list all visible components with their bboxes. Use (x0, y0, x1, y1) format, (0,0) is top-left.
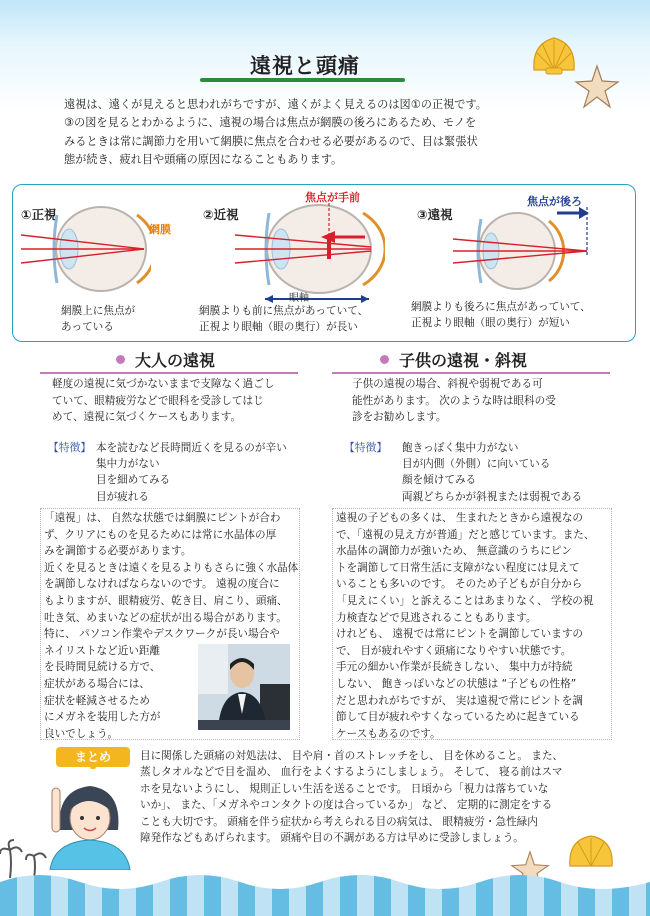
list-item: 目を細めてみる (96, 474, 171, 487)
bottom-wave-decoration (0, 868, 650, 916)
child-intro (352, 376, 612, 426)
para-line: 良いでしょう。 (44, 727, 119, 740)
intro-line: ③の図を見るとわかるように、遠視の場合は焦点が網膜の後ろにあるため、モノを (64, 116, 477, 130)
focus-back-label: 焦点が後ろ (527, 195, 582, 208)
para-line: 近くを見るときは遠くを見るよりもさらに強く水晶体 (44, 561, 299, 574)
focus-front-label: 焦点が手前 (305, 191, 360, 204)
intro-line: みるときは常に調節力を用いて網膜に焦点を合わせる必要があるので、目は緊張状 (64, 134, 478, 148)
para-line: しない、 飽きっぽいなどの状態は “子どもの性格” (336, 677, 577, 690)
para-line: もよりますが、眼精疲労、乾き目、肩こり、頭痛、 (44, 594, 288, 607)
child-feature-badge: 【特徴】 (344, 441, 388, 454)
adult-feature-list (96, 440, 287, 505)
para-line: けれども、 遠視では常にピントを調節していますの (336, 628, 584, 641)
para-line: ず、クリアにものを見るためには常に水晶体の厚 (44, 528, 277, 541)
para-line: 吐き気、めまいなどの症状が出る場合があります。 (44, 611, 287, 624)
diagram-label-myopia: ②近視 (203, 207, 239, 222)
para-line: いることも多いのです。 そのため子どもが自分から (336, 578, 583, 591)
retina-label: 網膜 (149, 223, 171, 236)
para-line: 子供の遠視の場合、斜視や弱視である可 (352, 378, 543, 390)
para-line: ていて、眼精疲労などで眼科を受診してはじ (52, 394, 264, 407)
list-item: 目が内側（外側）に向いている (402, 458, 551, 471)
para-line: 特に、 パソコン作業やデスクワークが長い場合や (44, 628, 280, 641)
summary-text (140, 748, 610, 846)
eye-diagram-frame (12, 184, 636, 342)
caption-line: 網膜よりも後ろに焦点があっていて、 (411, 301, 591, 313)
para-line: 目に関係した頭痛の対処法は、 目や肩・首のストレッチをし、 目を休めること。 また、 (140, 750, 564, 762)
eye-diagram-icon (21, 197, 151, 297)
para-line: 障発作などもあげられます。 頭痛や目の不調がある方は早めに受診しましょう。 (140, 832, 524, 845)
list-item: 本を読むなど長時間近くを見るのが辛い (96, 442, 287, 454)
diagram-label-normal: ①正視 (21, 207, 57, 222)
list-item: 目が疲れる (96, 490, 149, 503)
diagram-caption-myopia (199, 303, 368, 335)
page-title-wrap (205, 50, 405, 80)
child-feature-list (402, 440, 582, 505)
seashell-icon (528, 34, 580, 76)
para-line: 症状がある場合には、 (44, 677, 150, 690)
para-line: 手元の細かい作業が長続きしない、 集中力が持続 (336, 661, 573, 674)
bullet-dot-icon (116, 355, 125, 364)
title-underline (200, 78, 405, 82)
caption-line: あっている (61, 321, 114, 333)
para-line: 能性があります。 次のような時は眼科の受 (352, 394, 556, 407)
para-line: を調節しなければならないのです。 遠視の度合に (44, 578, 280, 591)
child-title-line (332, 372, 610, 374)
para-line: ことも大切です。 頭痛を伴う症状から考えられる目の病気は、 眼精疲労・急性緑内 (140, 815, 538, 828)
woman-pointing-icon (40, 770, 136, 870)
page-title: 遠視と頭痛 (250, 53, 360, 78)
office-worker-photo (198, 644, 290, 730)
para-line: 軽度の遠視に気づかないままで支障なく過ごし (52, 378, 275, 390)
para-line: 診をお勧めします。 (352, 411, 447, 424)
para-line: にメガネを装用した方が (44, 711, 161, 724)
caption-line: 網膜よりも前に焦点があっていて、 (199, 305, 369, 317)
para-line: ネイリストなど近い距離 (44, 644, 161, 657)
diagram-caption-hyperopia (411, 299, 591, 331)
adult-feature-badge: 【特徴】 (48, 441, 92, 454)
para-line: だと思われがちですが、 実は遠視で常にピントを調 (336, 694, 583, 707)
para-line: 蒸しタオルなどで目を温め、 血行をよくするようにしましょう。 そして、 寝る前はスマ (140, 766, 563, 779)
para-line: で、「遠視の見え方が普通」だと感じています。また、 (336, 528, 595, 541)
para-line: で、 目が疲れやすく頭痛になりやすい状態です。 (336, 644, 572, 657)
child-section-title (380, 348, 527, 371)
child-body (336, 510, 612, 742)
list-item: 集中力がない (96, 458, 160, 471)
list-item: 飽きっぽく集中力がない (402, 442, 519, 454)
para-line: 節して目が疲れやすくなっているために起きている (336, 711, 580, 724)
para-line: 「見えにくい」と訴えることはあまりなく、 学校の視 (336, 594, 594, 607)
adult-section-title (116, 348, 215, 371)
diagram-caption-normal (61, 303, 135, 335)
para-line: 水晶体の調節力が強いため、 無意識のうちにピン (336, 545, 573, 558)
summary-badge: まとめ (74, 750, 111, 764)
diagram-label-hyperopia: ③遠視 (417, 207, 453, 222)
para-line: トを調節して日常生活に支障がない程度には見えて (336, 561, 580, 574)
child-title-text: 子供の遠視・斜視 (399, 351, 528, 370)
para-line: いか」、 また、「メガネやコンタクトの度は合っているか」 など、 定期的に測定をする (140, 799, 553, 812)
list-item: 顔を傾けてみる (402, 474, 477, 487)
para-line: めて、遠視に気づくケースもあります。 (52, 411, 242, 424)
axis-label: 眼軸 (289, 293, 309, 304)
bullet-dot-icon (380, 355, 389, 364)
adult-title-text: 大人の遠視 (135, 351, 216, 370)
para-line: 「遠視」は、 自然な状態では網膜にピントが合わ (44, 512, 281, 524)
para-line: みを調節する必要があります。 (44, 545, 192, 558)
para-line: ホを見ないようにし、 規則正しい生活を送ることです。 日頃から「視力は落ちていな (140, 782, 549, 795)
list-item: 両親どちらかが斜視または弱視である (402, 490, 583, 503)
para-line: 症状を軽減させるため (44, 694, 150, 707)
caption-line: 正視より眼軸（眼の奥行）が長い (199, 321, 358, 333)
adult-title-line (40, 372, 298, 374)
para-line: を長時間見続ける方で、 (44, 661, 161, 674)
para-line: 遠視の子どもの多くは、 生まれたときから遠視なの (336, 512, 584, 524)
intro-paragraph (64, 96, 594, 170)
seashell-icon (566, 832, 616, 872)
intro-line: 遠視は、遠くが見えると思われがちですが、遠くがよく見えるのは図①の正視です。 (64, 98, 487, 111)
para-line: ケースもあるのです。 (336, 727, 441, 740)
eye-diagram-icon (235, 195, 385, 305)
eye-diagram-icon (453, 199, 623, 299)
adult-intro (52, 376, 302, 426)
caption-line: 正視より眼軸（眼の奥行）が短い (411, 317, 570, 329)
caption-line: 網膜上に焦点が (61, 305, 136, 317)
intro-line: 態が続き、疲れ目や頭痛の原因になることもあります。 (64, 153, 343, 167)
para-line: 力検査などで見逃されることもあります。 (336, 611, 537, 624)
